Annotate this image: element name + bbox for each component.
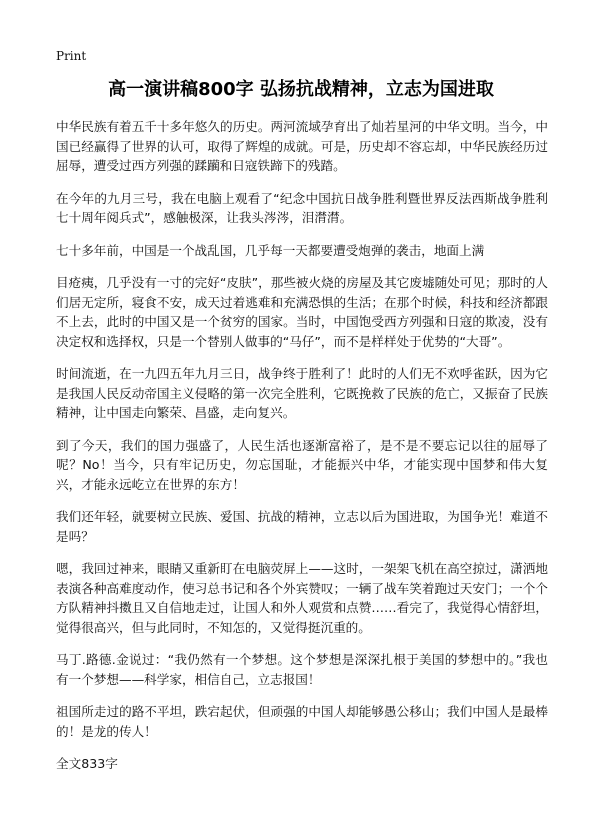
paragraph-4: 目疮痍，几乎没有一寸的完好“皮肤”，那些被火烧的房屋及其它废墟随处可见；那时的人们居无定所，寝食不安，成天过着逃难和充满恐惧的生活；在那个时候，科技和经济都跟不上去，此时的中国又是一个贫穷的国家。当时，中国饱受西方列强和日寇的欺凌，没有决定权和选择权，只是一个替别人做事的“马仔”，而不是样样处于优势的“大哥”。: [56, 275, 548, 349]
article-body: [56, 117, 548, 774]
paragraph-10: 祖国所走过的路不平坦，跌宕起伏，但顽强的中国人却能够愚公移山；我们中国人是最棒的！是龙的传人！: [56, 704, 548, 739]
paragraph-6: 到了今天，我们的国力强盛了，人民生活也逐渐富裕了，是不是不要忘记以往的屈辱了呢？No！当今，只有牢记历史，勿忘国耻，才能振兴中华，才能实现中国梦和伟大复兴，才能永远屹立在世界的东方！: [56, 437, 548, 492]
paragraph-3: 七十多年前，中国是一个战乱国，几乎每一天都要遭受炮弹的袭击，地面上满: [56, 242, 485, 258]
paragraph-9: 马丁.路德.金说过：“我仍然有一个梦想。这个梦想是深深扎根于美国的梦想中的。”我也有一个梦想——科学家，相信自己，立志报国！: [56, 652, 548, 687]
paragraph-8: 嗯，我回过神来，眼睛又重新盯在电脑荧屏上——这时，一架架飞机在高空掠过，潇洒地表演各种高难度动作，使习总书记和各个外宾赞叹；一辆了战车笑着跑过天安门；一个个方队精神抖擞且又自信地走过，让国人和外人观赏和点赞……看完了，我觉得心情舒坦，觉得很高兴，但与此同时，不知怎的，又觉得挺沉重的。: [56, 561, 548, 635]
paragraph-1: 中华民族有着五千十多年悠久的历史。两河流域孕育出了灿若星河的中华文明。当今，中国已经赢得了世界的认可，取得了辉煌的成就。可是，历史却不容忘却，中华民族经历过屈辱，遭受过西方列强的蹂躏和日寇铁蹄下的残踏。: [56, 119, 548, 173]
paragraph-5: 时间流逝，在一九四五年九月三日，战争终于胜利了！此时的人们无不欢呼雀跃，因为它是我国人民反动帝国主义侵略的第一次完全胜利，它既挽救了民族的危亡，又振奋了民族精神，让中国走向繁荣、昌盛，走向复兴。: [56, 366, 548, 420]
word-count: 全文833字: [56, 756, 118, 771]
paragraph-7: 我们还年轻，就要树立民族、爱国、抗战的精神，立志以后为国进取，为国争光！难道不是吗？: [56, 509, 548, 544]
article-title: 高一演讲稿800字 弘扬抗战精神，立志为国进取: [108, 79, 494, 100]
paragraph-2: 在今年的九月三号，我在电脑上观看了“纪念中国抗日战争胜利暨世界反法西斯战争胜利七十周年阅兵式”，感触极深，让我头涔涔，泪潸潸。: [56, 190, 548, 225]
print-link[interactable]: Print: [56, 49, 87, 63]
